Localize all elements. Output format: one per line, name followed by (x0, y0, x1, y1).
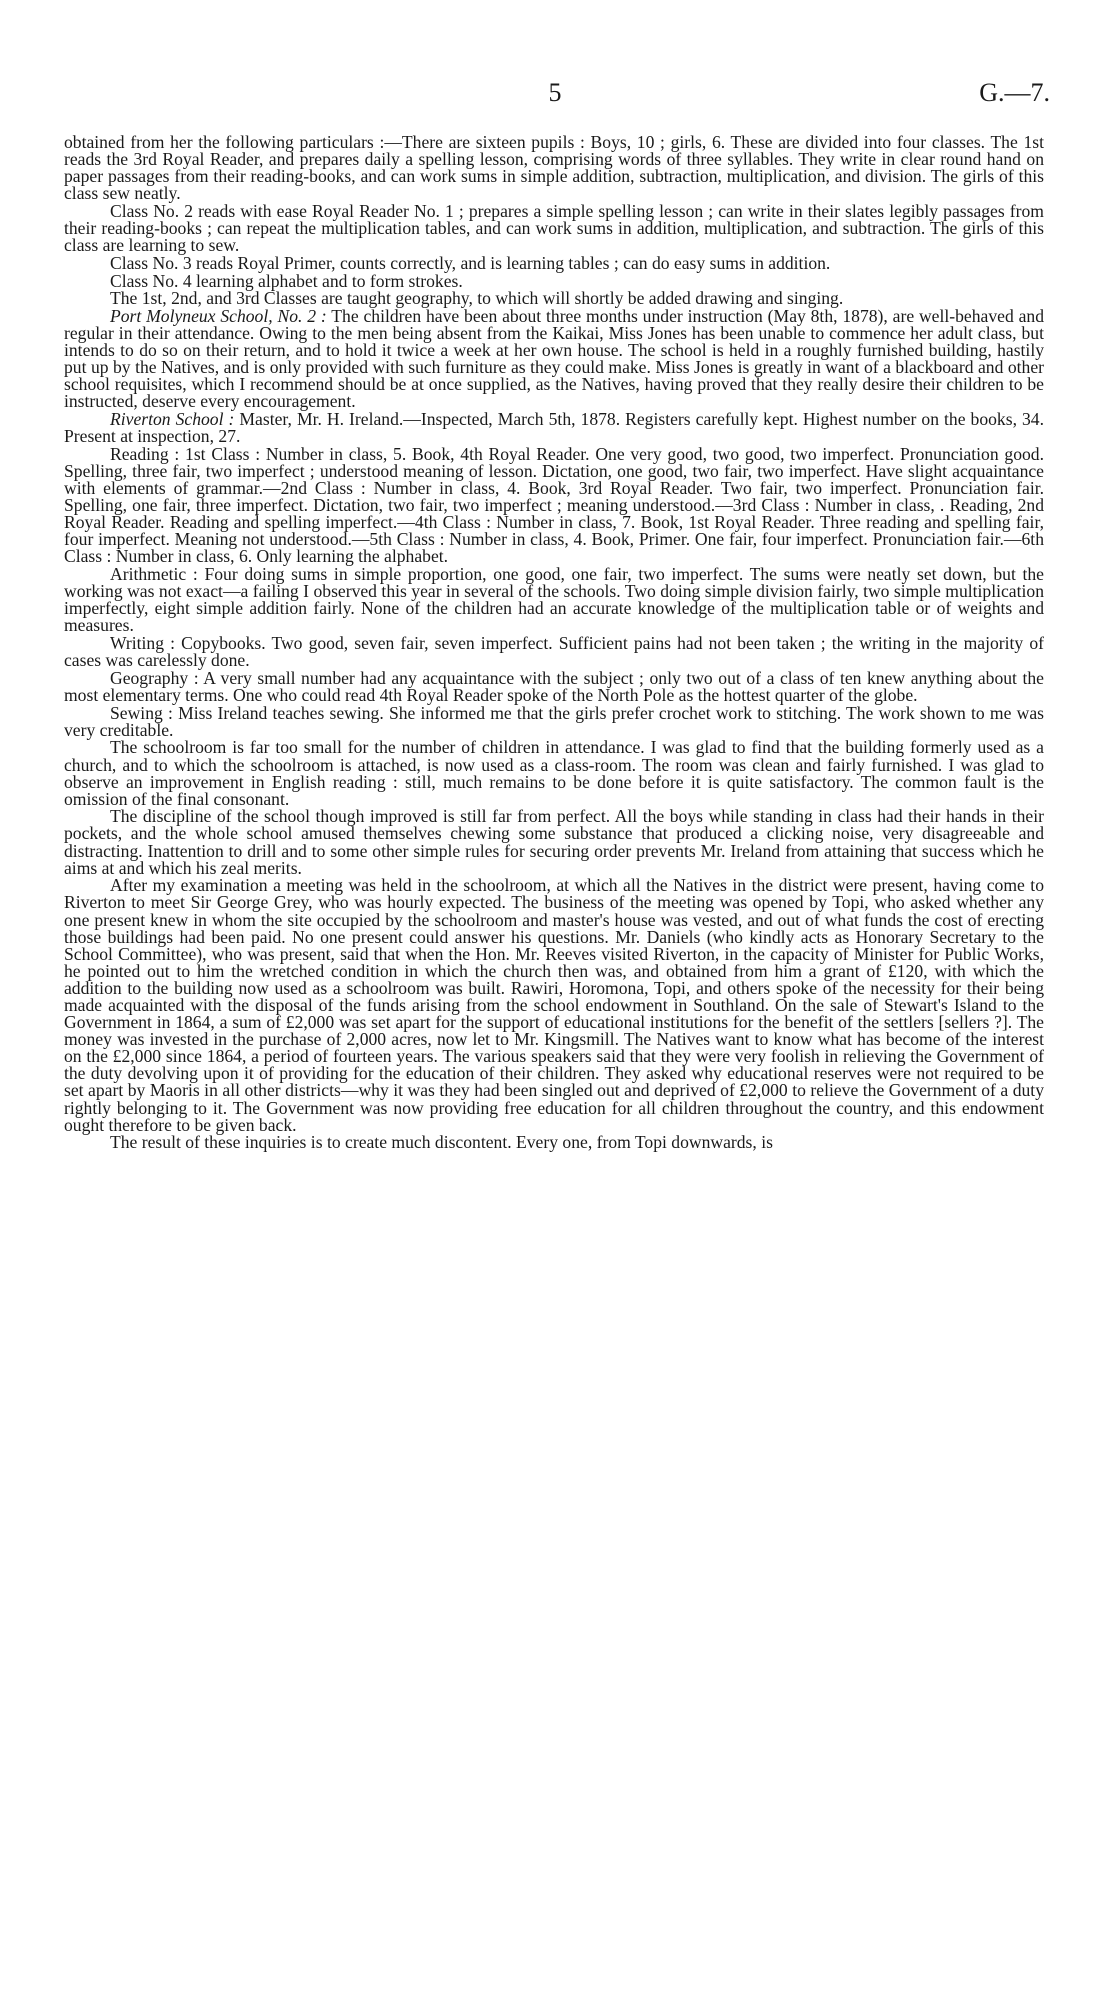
document-reference: G.—7. (979, 78, 1050, 107)
paragraph: Class No. 2 reads with ease Royal Reader No. 1 ; prepares a simple spelling lesson ; can write in their slates legibly passages from their reading-books ; can repeat the multiplication tables, and can work sums in addition, multiplication, and subtraction. The girls of this class are learning to sew. (64, 200, 1044, 256)
paragraph: The discipline of the school though improved is still far from perfect. All the boys while standing in class had their hands in their pockets, and the whole school amused themselves chewing some substance that produced a clicking noise, very disagreeable and distracting. Inattention to drill and to some other simple rules for securing order prevents Mr. Ireland from attaining that success which he aims at and which his zeal merits. (64, 806, 1044, 878)
paragraph: Riverton School : Master, Mr. H. Ireland.—Inspected, March 5th, 1878. Registers carefully kept. Highest number on the books, 34. Present at inspection, 27. (64, 409, 1044, 447)
page-header (60, 78, 1050, 110)
paragraph: After my examination a meeting was held in the schoolroom, at which all the Natives in the district were present, having come to Riverton to meet Sir George Grey, who was hourly expected. The business of the meeting was opened by Topi, who asked whether any one present knew in whom the site occupied by the schoolroom and master's house was vested, and out of what funds the cost of erecting those buildings had been paid. No one present could answer his questions. Mr. Daniels (who kindly acts as Honorary Secretary to the School Committee), who was present, said that when the Hon. Mr. Reeves visited Riverton, in the capacity of Minister for Public Works, he pointed out to him the wretched condition in which the church then was, and obtained from him a grant of £120, with which the addition to the building now used as a schoolroom was built. Rawiri, Horomona, Topi, and others spoke of the necessity for their being made acquainted with the disposal of the funds arising from the school endowment in Southland. On the sale of Stewart's Island to the Government in 1864, a sum of £2,000 was set apart for the support of educational institutions for the benefit of the settlers [sellers ?]. The money was invested in the purchase of 2,000 acres, now let to Mr. Kingsmill. The Natives want to know what has become of the interest on the £2,000 since 1864, a period of fourteen years. The various speakers said that they were very foolish in relieving the Government of the duty devolving upon it of providing for the education of their children. They asked why educational reserves were not required to be set apart by Maoris in all other districts—why it was they had been singled out and deprived of £2,000 to relieve the Government of a duty rightly belonging to it. The Government was now providing free education for all children throughout the country, and this endowment ought therefore to be given back. (64, 875, 1044, 1135)
paragraph: The 1st, 2nd, and 3rd Classes are taught geography, to which will shortly be added drawing and singing. (110, 288, 844, 309)
body-text (64, 134, 1044, 1152)
paragraph: obtained from her the following particulars :—There are sixteen pupils : Boys, 10 ; girls, 6. These are divided into four classes. The 1st reads the 3rd Royal Reader, and prepares daily a spelling lesson, comprising words of three syllables. They write in clear round hand on paper passages from their reading-books, and can work sums in simple addition, subtraction, multiplication, and division. The girls of this class sew neatly. (64, 132, 1044, 204)
paragraph: Reading : 1st Class : Number in class, 5. Book, 4th Royal Reader. One very good, two good, two imperfect. Pronunciation good. Spelling, three fair, two imperfect ; understood meaning of lesson. Dictation, one good, two fair, two imperfect. Have slight acquaintance with elements of grammar.—2nd Class : Number in class, 4. Book, 3rd Royal Reader. Two fair, two imperfect. Pronunciation fair. Spelling, one fair, three imperfect. Dictation, two fair, two imperfect ; meaning understood.—3rd Class : Number in class, . Reading, 2nd Royal Reader. Reading and spelling imperfect.—4th Class : Number in class, 7. Book, 1st Royal Reader. Three reading and spelling fair, four imperfect. Meaning not understood.—5th Class : Number in class, 4. Book, Primer. One fair, four imperfect. Pronunciation fair.—6th Class : Number in class, 6. Only learning the alphabet. (64, 443, 1044, 567)
paragraph: The result of these inquiries is to create much discontent. Every one, from Topi downwards, is (110, 1132, 773, 1153)
paragraph: Geography : A very small number had any acquaintance with the subject ; only two out of a class of ten knew anything about the most elementary terms. One who could read 4th Royal Reader spoke of the North Pole as the hottest quarter of the globe. (64, 667, 1044, 705)
school-heading: Riverton School : (110, 409, 235, 430)
paragraph: The schoolroom is far too small for the number of children in attendance. I was glad to find that the building formerly used as a church, and to which the schoolroom is attached, is now used as a class-room. The room was clean and fairly furnished. I was glad to observe an improvement in English reading : still, much remains to be done before it is quite satisfactory. The common fault is the omission of the final consonant. (64, 737, 1044, 809)
page-number: 5 (548, 78, 562, 107)
paragraph: Class No. 3 reads Royal Primer, counts correctly, and is learning tables ; can do easy sums in addition. (110, 252, 831, 273)
school-heading: Port Molyneux School, No. 2 : (110, 305, 327, 326)
paragraph: Class No. 4 learning alphabet and to form strokes. (110, 270, 463, 291)
paragraph: Writing : Copybooks. Two good, seven fair, seven imperfect. Sufficient pains had not been taken ; the writing in the majority of cases was carelessly done. (64, 633, 1044, 671)
paragraph: Port Molyneux School, No. 2 : The children have been about three months under instruction (May 8th, 1878), are well-behaved and regular in their attendance. Owing to the men being absent from the Kaikai, Miss Jones has been unable to commence her adult class, but intends to do so on their return, and to hold it twice a week at her own house. The school is held in a roughly furnished building, hastily put up by the Natives, and is only provided with such furniture as they could make. Miss Jones is greatly in want of a blackboard and other school requisites, which I recommend should be at once supplied, as the Natives, having proved that they really desire their children to be instructed, deserve every encouragement. (64, 305, 1044, 412)
paragraph: Sewing : Miss Ireland teaches sewing. She informed me that the girls prefer crochet work to stitching. The work shown to me was very creditable. (64, 702, 1044, 740)
paragraph: Arithmetic : Four doing sums in simple proportion, one good, one fair, two imperfect. The sums were neatly set down, but the working was not exact—a failing I observed this year in several of the schools. Two doing simple division fairly, two simple multiplication imperfectly, eight simple addition fairly. None of the children had an accurate knowledge of the multiplication table or of weights and measures. (64, 564, 1044, 636)
